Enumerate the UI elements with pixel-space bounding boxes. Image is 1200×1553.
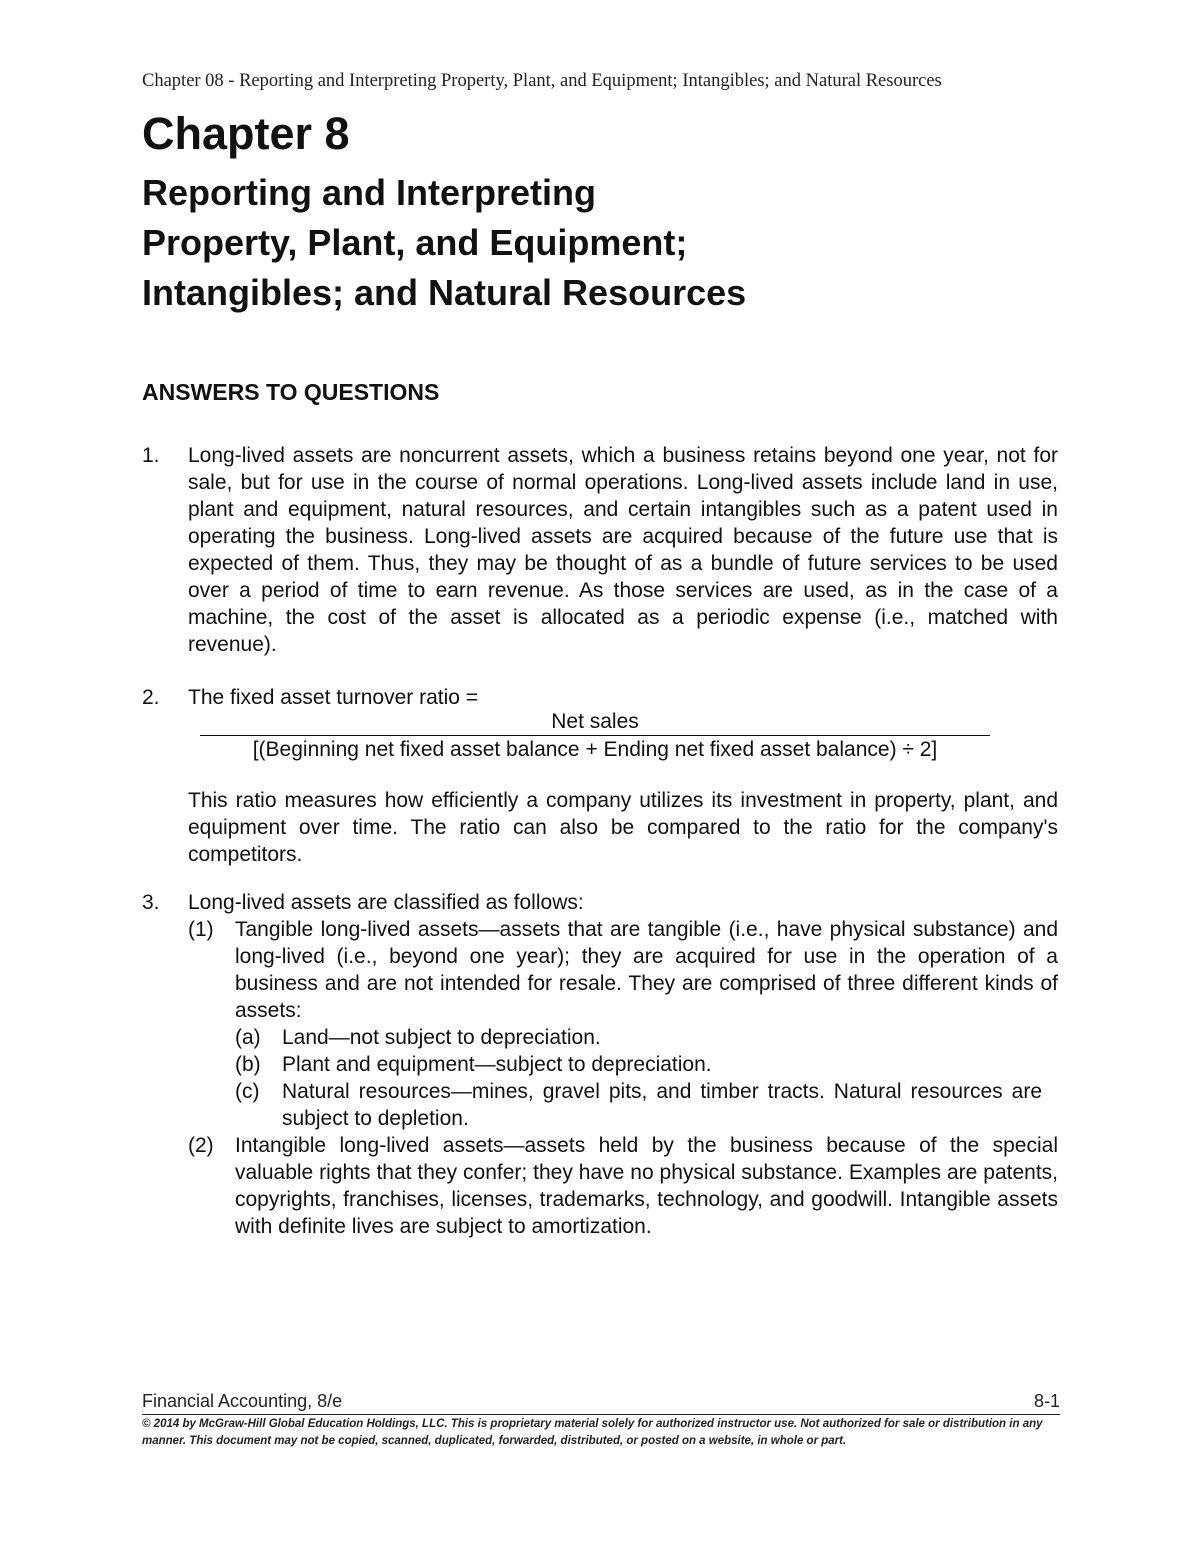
footer-page-number: 8-1 — [1033, 1391, 1060, 1411]
list-item-label: (1) — [188, 918, 214, 941]
list-item-text: Land—not subject to depreciation. — [282, 1026, 601, 1049]
subtitle-line: Reporting and Interpreting — [142, 172, 596, 213]
list-item-label: (c) — [235, 1080, 260, 1103]
list-item-text: Intangible long-lived assets—assets held by the business because of the special valuable rights that they confer; they have no physical substance. Examples are patents, copyrights, franchises, licenses, trademarks, technology, and goodwill. Intangible assets with definite lives are subject to amortization. — [235, 1134, 1058, 1238]
list-item-label: (a) — [235, 1026, 261, 1049]
copyright-notice: © 2014 by McGraw-Hill Global Education Holdings, LLC. This is proprietary material solely for authorized instructor use. Not authorized for sale or distribution in any manner. This document may not be copied, scanned, duplicated, forwarded, distributed, or posted on a website, in whole or part. — [142, 1418, 1043, 1447]
subtitle-line: Property, Plant, and Equipment; — [142, 222, 688, 263]
question-number: 1. — [142, 444, 160, 467]
answer-3-intro: Long-lived assets are classified as follows: — [188, 891, 584, 914]
ratio-numerator: Net sales — [200, 709, 990, 736]
list-item-text: Natural resources—mines, gravel pits, and timber tracts. Natural resources are subject to depletion. — [282, 1080, 1042, 1130]
list-item-label: (2) — [188, 1134, 214, 1157]
question-number: 2. — [142, 686, 160, 709]
answer-2-text: This ratio measures how efficiently a company utilizes its investment in property, plant, and equipment over time. The ratio can also be compared to the ratio for the company's competitors. — [188, 789, 1058, 866]
chapter-subtitle — [142, 168, 746, 318]
list-item-label: (b) — [235, 1053, 261, 1076]
list-item-text: Plant and equipment—subject to depreciation. — [282, 1053, 712, 1076]
section-heading: ANSWERS TO QUESTIONS — [142, 379, 440, 405]
ratio-intro: The fixed asset turnover ratio = — [188, 686, 479, 709]
chapter-title: Chapter 8 — [142, 108, 350, 159]
page-footer — [142, 1391, 1060, 1415]
answer-1-text: Long-lived assets are noncurrent assets, which a business retains beyond one year, not for sale, but for use in the course of normal operations. Long-lived assets include land in use, plant and equipment, natural resources, and certain intangibles such as a patent used in operating the business. Long-lived assets are acquired because of the future use that is expected of them. Thus, they may be thought of as a bundle of future services to be used over a period of time to earn revenue. As those services are used, as in the case of a machine, the cost of the asset is allocated as a periodic expense (i.e., matched with revenue). — [188, 444, 1058, 656]
question-number: 3. — [142, 891, 160, 914]
running-header: Chapter 08 - Reporting and Interpreting Property, Plant, and Equipment; Intangibles; and Natural Resources — [142, 71, 942, 91]
list-item-text: Tangible long-lived assets—assets that are tangible (i.e., have physical substance) and long-lived (i.e., beyond one year); they are acquired for use in the operation of a business and are not intended for resale. They are comprised of three different kinds of assets: — [235, 918, 1058, 1022]
footer-book-title: Financial Accounting, 8/e — [142, 1391, 343, 1411]
subtitle-line: Intangibles; and Natural Resources — [142, 272, 747, 313]
ratio-denominator: [(Beginning net fixed asset balance + Ending net fixed asset balance) ÷ 2] — [252, 738, 938, 761]
ratio-formula — [200, 709, 990, 764]
